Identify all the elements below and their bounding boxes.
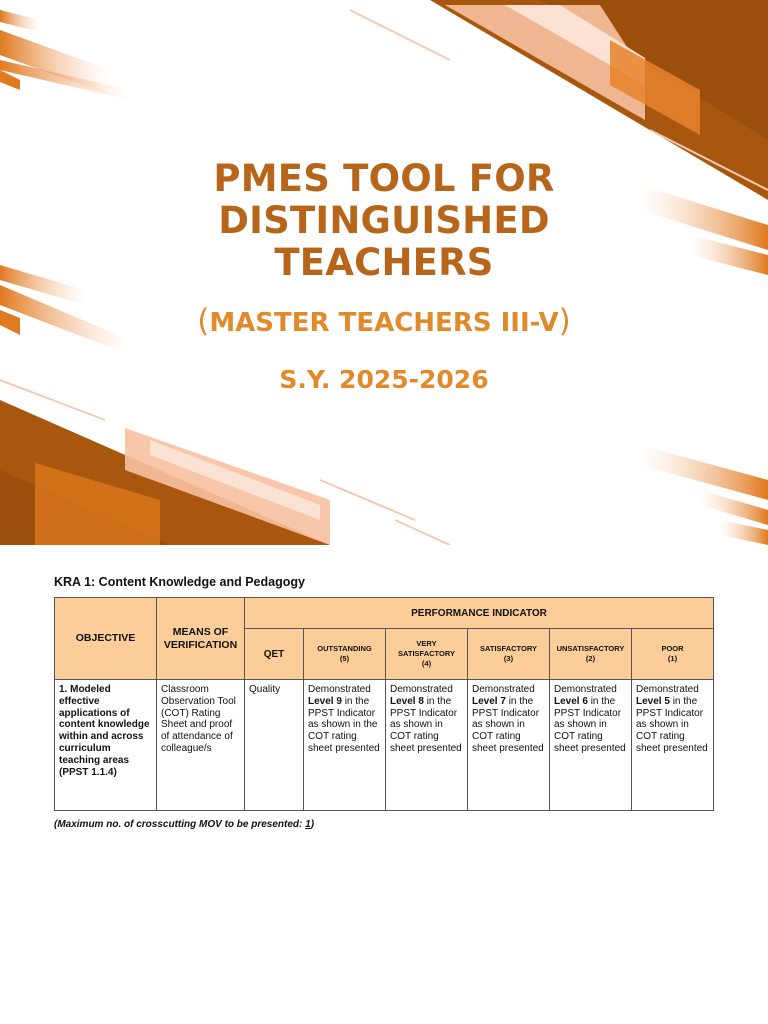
cover-title-line: DISTINGUISHED bbox=[218, 199, 550, 242]
header-label: OUTSTANDING bbox=[317, 644, 372, 653]
rating-post: in the PPST Indicator as shown in the COT rating sheet presented bbox=[308, 695, 380, 754]
header-satisfactory bbox=[468, 629, 550, 680]
header-performance-indicator: PERFORMANCE INDICATOR bbox=[245, 598, 714, 629]
header-qet: QET bbox=[245, 629, 304, 680]
header-label: VERY SATISFACTORY bbox=[398, 639, 455, 658]
kra-title: KRA 1: Content Knowledge and Pedagogy bbox=[54, 575, 305, 589]
header-label: SATISFACTORY bbox=[480, 644, 537, 653]
header-outstanding bbox=[304, 629, 386, 680]
cell-rating-unsatisfactory bbox=[550, 680, 632, 811]
rating-level: Level 5 bbox=[636, 695, 670, 707]
subtitle-text: MASTER TEACHERS III-V bbox=[209, 308, 559, 338]
rating-level: Level 9 bbox=[308, 695, 342, 707]
school-year: S.Y. 2025-2026 bbox=[279, 365, 489, 394]
table-row bbox=[55, 680, 714, 811]
header-score: (3) bbox=[503, 654, 514, 663]
subtitle-open-paren: ( bbox=[197, 303, 210, 339]
note-count: 1 bbox=[305, 819, 311, 830]
cell-qet: Quality bbox=[245, 680, 304, 811]
header-score: (2) bbox=[585, 654, 596, 663]
rating-pre: Demonstrated bbox=[554, 684, 617, 695]
cover-title-line: PMES TOOL FOR bbox=[213, 157, 555, 200]
header-label: UNSATISFACTORY bbox=[556, 644, 625, 653]
cover-title bbox=[0, 158, 768, 284]
note-text: (Maximum no. of crosscutting MOV to be presented: bbox=[54, 819, 306, 830]
note-close: ) bbox=[310, 819, 315, 830]
rating-post: in the PPST Indicator as shown in COT rating sheet presented bbox=[636, 695, 708, 754]
rating-pre: Demonstrated bbox=[390, 684, 453, 695]
cell-objective: 1. Modeled effective applications of content knowledge within and across curriculum teaching areas (PPST 1.1.4) bbox=[55, 680, 157, 811]
rating-pre: Demonstrated bbox=[472, 684, 535, 695]
rating-post: in the PPST Indicator as shown in COT rating sheet presented bbox=[554, 695, 626, 754]
rating-level: Level 7 bbox=[472, 695, 506, 707]
header-unsatisfactory bbox=[550, 629, 632, 680]
header-very-satisfactory bbox=[386, 629, 468, 680]
cover-title-line: TEACHERS bbox=[274, 241, 494, 284]
header-poor bbox=[632, 629, 714, 680]
header-means-of-verification: MEANS OF VERIFICATION bbox=[157, 598, 245, 680]
kra-table bbox=[54, 597, 714, 811]
rating-post: in the PPST Indicator as shown in COT rating sheet presented bbox=[472, 695, 544, 754]
cell-rating-outstanding bbox=[304, 680, 386, 811]
cell-rating-satisfactory bbox=[468, 680, 550, 811]
cell-means: Classroom Observation Tool (COT) Rating Sheet and proof of attendance of colleague/s bbox=[157, 680, 245, 811]
cell-rating-very-satisfactory bbox=[386, 680, 468, 811]
header-score: (4) bbox=[421, 659, 432, 668]
cover-subtitle bbox=[0, 303, 768, 339]
header-label: POOR bbox=[661, 644, 684, 653]
header-score: (5) bbox=[339, 654, 350, 663]
rating-pre: Demonstrated bbox=[636, 684, 699, 695]
cell-rating-poor bbox=[632, 680, 714, 811]
rating-level: Level 8 bbox=[390, 695, 424, 707]
header-score: (1) bbox=[667, 654, 678, 663]
rating-pre: Demonstrated bbox=[308, 684, 371, 695]
subtitle-close-paren: ) bbox=[558, 303, 571, 339]
rating-level: Level 6 bbox=[554, 695, 588, 707]
mov-note bbox=[54, 819, 314, 830]
rating-post: in the PPST Indicator as shown in COT rating sheet presented bbox=[390, 695, 462, 754]
header-objective: OBJECTIVE bbox=[55, 598, 157, 680]
